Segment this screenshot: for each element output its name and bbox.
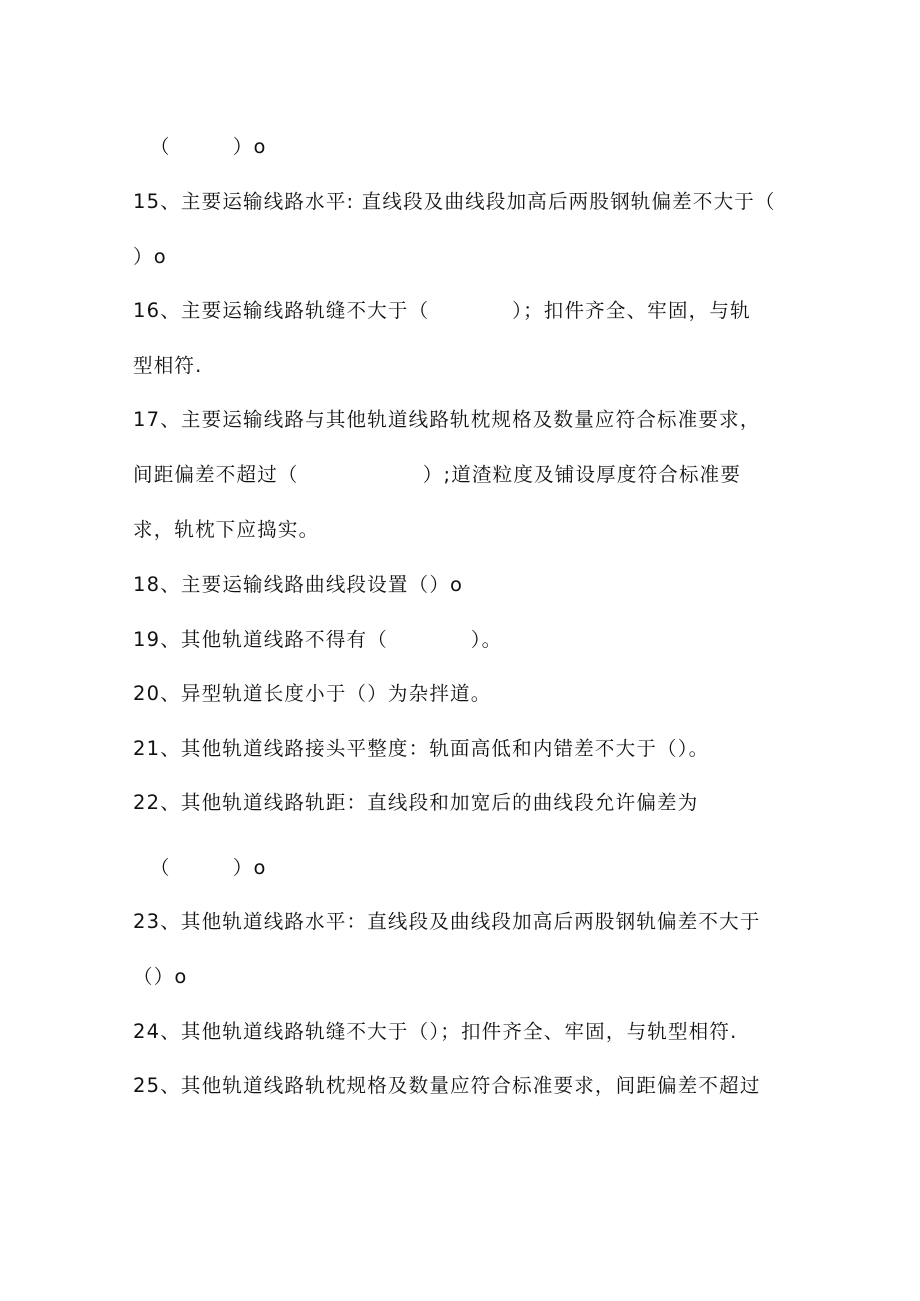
question-17: 17、主要运输线路与其他轨道线路轨枕规格及数量应符合标准要求， (133, 408, 761, 431)
text-line: （ ）o (150, 856, 267, 879)
question-15: 15、主要运输线路水平: 直线段及曲线段加高后两股钢轨偏差不大于（ (133, 190, 776, 213)
question-21: 21、其他轨道线路接头平整度：轨面高低和内错差不大于（）。 (133, 737, 710, 760)
text-line: 间距偏差不超过（ ）;道渣粒度及铺设厚度符合标准要 (133, 463, 742, 486)
text-line: 求，轨枕下应捣实。 (133, 518, 320, 541)
question-25: 25、其他轨道线路轨枕规格及数量应符合标准要求，间距偏差不超过 (133, 1074, 761, 1097)
text-line: （）o (133, 965, 188, 988)
question-24: 24、其他轨道线路轨缝不大于（）；扣件齐全、牢固，与轨型相符. (133, 1020, 738, 1043)
text-line: 型相符. (133, 354, 203, 377)
question-18: 18、主要运输线路曲线段设置（）o (133, 573, 464, 596)
question-22: 22、其他轨道线路轨距：直线段和加宽后的曲线段允许偏差为 (133, 791, 699, 814)
text-line: ）o (133, 245, 167, 268)
question-16: 16、主要运输线路轨缝不大于（ ）；扣件齐全、牢固，与轨 (133, 299, 751, 322)
text-line: （ ）o (150, 135, 267, 158)
question-19: 19、其他轨道线路不得有（ ）。 (133, 628, 503, 651)
question-20: 20、异型轨道长度小于（）为杂拌道。 (133, 682, 492, 705)
question-23: 23、其他轨道线路水平：直线段及曲线段加高后两股钢轨偏差不大于 (133, 910, 761, 933)
